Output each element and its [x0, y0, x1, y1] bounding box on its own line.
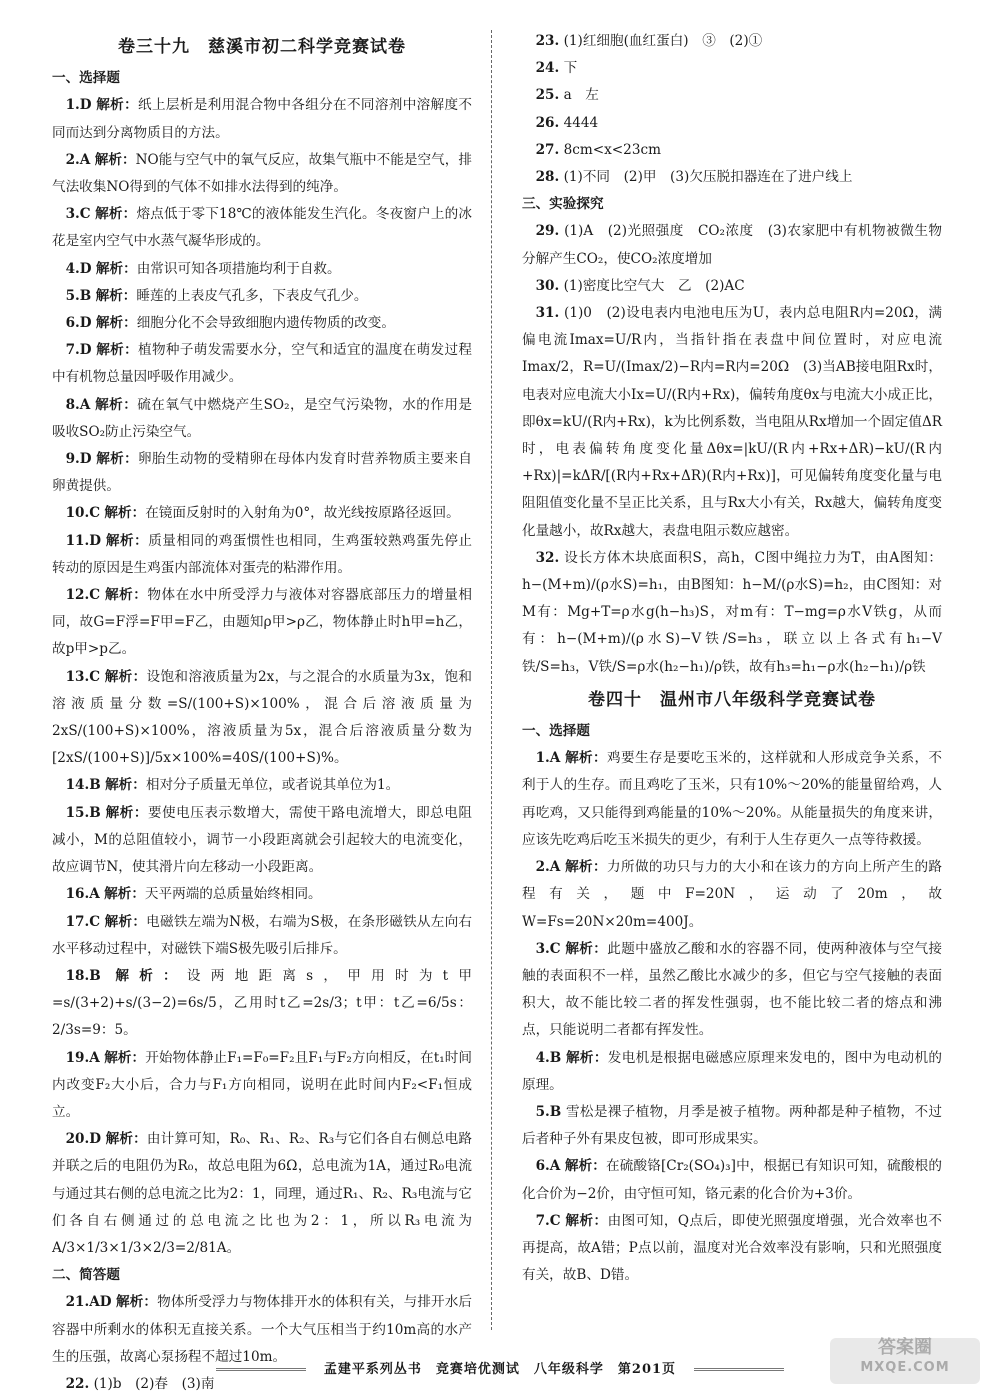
analysis-label: 解析：	[105, 1131, 147, 1148]
answer-choice: D	[89, 1131, 102, 1148]
question-number: 10.	[65, 505, 90, 522]
analysis-label: 解析：	[565, 750, 607, 767]
analysis-label: 解析：	[104, 886, 145, 903]
answer-text: 卵胎生动物的受精卵在母体内发育时营养物质主要来自卵黄提供。	[52, 451, 473, 495]
right-column	[522, 28, 942, 1289]
answer-text: (1)密度比空气大 乙 (2)AC	[563, 277, 745, 294]
answer-choice: C	[89, 913, 101, 930]
answer-text: 由图可知，Q点后，即使光照强度增强，光合效率也不再提高，故A错；P点以前，温度对光合效率没有影响，只和光照强度有关，故B、D错。	[522, 1212, 943, 1284]
answer-text: 开始物体静止F₁=F₀=F₂且F₁与F₂方向相反，在t₁时间内改变F₂大小后，合力与F₁方向相同，说明在此时间内F₂<F₁恒成立。	[52, 1049, 472, 1120]
analysis-label: 解析：	[105, 532, 149, 549]
answer-item	[52, 500, 472, 527]
exam-title: 卷三十九 慈溪市初二科学竞赛试卷	[118, 37, 406, 57]
section-heading: 一、选择题	[522, 723, 590, 740]
answer-text: 此题中盛放乙酸和水的容器不同，使两种液体与空气接触的表面积不一样，虽然乙酸比水减少的多，但它与空气接触的表面积大，故不能比较二者的挥发性强弱，也不能比较二者的熔点和沸点，只能说明二者都有挥发性。	[522, 940, 943, 1039]
answer-text: 植物种子萌发需要水分，空气和适宜的温度在萌发过程中有机物总量因呼吸作用减少。	[52, 342, 473, 386]
question-number: 18.	[65, 967, 90, 984]
question-number: 5.	[535, 1103, 550, 1120]
analysis-label: 解析：	[95, 260, 137, 277]
answer-text: a 左	[563, 87, 599, 104]
answer-text: 纸上层析是利用混合物中各组分在不同溶剂中溶解度不同而达到分离物质目的方法。	[52, 97, 473, 141]
answer-text: 天平两端的总质量始终相同。	[144, 886, 322, 903]
answer-text: 设长方体木块底面积S，高h，C图中绳拉力为T，由A图知：h−(M+m)/(ρ水S)=h₁，由B图知：h−M/(ρ水S)=h₂，由C图知：对M有：Mg+T=ρ水g(h−h₃)S，对m有：T−mg=ρ水V铁g，从而有：h−(M+m)/(ρ水S)−V铁/S=h₃，联立以上各式有h₁−V铁/S=h₃，V铁/S=ρ水(h₂−h₁)/ρ铁，故有h₃=h₁−ρ水(h₂−h₁)/ρ铁	[522, 549, 942, 675]
question-number: 7.	[535, 1212, 550, 1229]
answer-text: 雪松是裸子植物，月季是被子植物。两种都是种子植物，不过后者种子外有果皮包被，即可形成果实。	[522, 1103, 942, 1148]
question-number: 22.	[65, 1375, 90, 1392]
answer-text: 相对分子质量无单位，或者说其单位为1。	[145, 777, 400, 794]
answer-item	[522, 854, 942, 936]
question-number: 17.	[65, 913, 90, 930]
answer-item	[52, 528, 472, 582]
answer-choice: A	[79, 151, 91, 168]
analysis-label: 解析：	[96, 97, 139, 114]
answer-item	[522, 28, 942, 55]
analysis-label: 解析：	[104, 505, 146, 522]
question-number: 27.	[535, 141, 560, 158]
question-number: 9.	[65, 451, 80, 468]
answer-choice: D	[79, 315, 92, 332]
analysis-label: 解析：	[565, 1212, 608, 1229]
answer-choice: A	[549, 750, 561, 767]
answer-choice: D	[79, 342, 92, 359]
answer-text: 电磁铁左端为N极，右端为S极，在条形磁铁从左向右水平移动过程中，对磁铁下端S极先吸引后排斥。	[52, 913, 473, 957]
question-number: 30.	[535, 277, 560, 294]
answer-item	[52, 963, 472, 1045]
footer-ornament-left	[216, 1368, 306, 1372]
answer-item	[52, 1045, 472, 1127]
question-number: 13.	[65, 668, 90, 685]
answer-item	[52, 392, 472, 446]
answer-item	[522, 1153, 942, 1207]
answer-choice: C	[89, 668, 101, 685]
question-number: 6.	[535, 1158, 550, 1175]
answer-text: 细胞分化不会导致细胞内遗传物质的改变。	[136, 315, 395, 332]
answer-item	[52, 337, 472, 391]
question-number: 23.	[535, 33, 560, 49]
answer-item	[522, 545, 942, 681]
section-heading: 一、选择题	[52, 70, 120, 87]
question-number: 11.	[65, 532, 90, 549]
answer-choice: D	[79, 97, 92, 114]
analysis-label: 解析：	[115, 967, 187, 984]
answer-text: 设饱和溶液质量为2x，与之混合的水质量为3x，饱和溶液质量分数=S/(100+S)×100%，混合后溶液质量为2xS/(100+S)×100%，溶液质量为5x，混合后溶液质量分数为[2xS/(100+S)]/5x×100%=40S/(100+S)%。	[52, 668, 472, 767]
answer-item	[52, 772, 472, 799]
answer-text: 发电机是根据电磁感应原理来发电的，图中为电动机的原理。	[522, 1049, 943, 1093]
left-column	[52, 28, 472, 1398]
analysis-label: 解析：	[96, 342, 139, 359]
answer-item	[522, 137, 942, 164]
answer-text: (1)b (2)春 (3)南	[93, 1375, 215, 1392]
answer-text: 硫在氧气中燃烧产生SO₂，是空气污染物，水的作用是吸收SO₂防止污染空气。	[52, 396, 473, 440]
question-number: 8.	[65, 396, 80, 413]
answer-item	[522, 1045, 942, 1099]
answer-text: 8cm<x<23cm	[563, 141, 661, 158]
question-number: 1.	[535, 750, 550, 767]
answer-text: 熔点低于零下18℃的液体能发生汽化。冬夜窗户上的冰花是室内空气中水蒸气凝华形成的。	[52, 206, 472, 250]
analysis-label: 解析：	[94, 151, 136, 168]
analysis-label: 解析：	[96, 451, 139, 468]
answer-choice: A	[89, 1049, 100, 1066]
watermark-title: 答案圈	[878, 1337, 932, 1358]
answer-choice: C	[549, 940, 561, 957]
answer-item	[52, 1126, 472, 1262]
answer-choice: D	[79, 260, 92, 277]
question-number: 12.	[65, 587, 90, 604]
answer-text: 鸡要生存是要吃玉米的，这样就和人形成竞争关系，不利于人的生存。而且鸡吃了玉米，只有10%～20%的能量留给鸡，人再吃鸡，又只能得到鸡能量的10%～20%。从能量损失的角度来讲，应该先吃鸡后吃玉米损失的更少，有利于人生存更久一点等待救援。	[522, 750, 943, 848]
analysis-label: 解析：	[95, 315, 137, 332]
answer-text: 4444	[563, 114, 599, 131]
analysis-label: 解析：	[95, 206, 137, 223]
answer-text: NO能与空气中的氧气反应，故集气瓶中不能是空气，排气法收集NO得到的气体不如排水法得到的纯净。	[52, 151, 472, 196]
question-number: 20.	[65, 1131, 90, 1148]
answer-choice: A	[549, 1158, 561, 1175]
answer-choice: AD	[89, 1294, 112, 1311]
answer-text: 在硫酸铬[Cr₂(SO₄)₃]中，根据已有知识可知，硫酸根的化合价为−2价，由守恒可知，铬元素的化合价为+3价。	[522, 1158, 942, 1202]
analysis-label: 解析：	[104, 587, 148, 604]
analysis-label: 解析：	[104, 913, 147, 930]
answer-choice: D	[89, 532, 102, 549]
analysis-label: 解析：	[104, 1049, 146, 1066]
question-number: 31.	[535, 305, 560, 322]
answer-text: (1)不同 (2)甲 (3)欠压脱扣器连在了进户线上	[563, 169, 853, 186]
question-number: 1.	[65, 97, 80, 114]
answer-choice: B	[89, 777, 101, 794]
answer-text: 睡莲的上表皮气孔多，下表皮气孔少。	[136, 287, 368, 304]
answer-choice: D	[79, 451, 92, 468]
watermark-logo	[830, 1338, 980, 1384]
analysis-label: 解析：	[564, 1158, 607, 1175]
question-number: 4.	[65, 260, 80, 277]
answer-item	[522, 55, 942, 82]
footer-ornament-right	[694, 1368, 784, 1372]
question-number: 25.	[535, 87, 560, 104]
answer-item	[522, 300, 942, 545]
question-number: 6.	[65, 315, 80, 332]
answer-item	[522, 1099, 942, 1153]
answer-text: (1)0 (2)设电表内电池电压为U，表内总电阻R内=20Ω，满偏电流Imax=U/R内，当指针指在表盘中间位置时，对应电流Imax/2，R=U/(Imax/2)−R内=R内=20Ω (3)当AB接电阻Rx时，电表对应电流大小Ix=U/(R内+Rx)，偏转角度θx与电流大小成正比，即θx=kU/(R内+Rx)，k为比例系数，当电阻从Rx增加一个固定值ΔR时，电表偏转角度变化量Δθx=|kU/(R内+Rx+ΔR)−kU/(R内+Rx)|=kΔR/[(R内+Rx+ΔR)(R内+Rx)]，可见偏转角度变化量与电阻阻值变化量不呈正比关系，且与Rx大小有关，Rx越大，偏转角度变化量越小，故Rx越大，表盘电阻示数应越密。	[522, 305, 942, 539]
analysis-label: 解析：	[116, 1294, 158, 1311]
analysis-label: 解析：	[104, 668, 147, 685]
question-number: 26.	[535, 114, 560, 131]
analysis-label: 解析：	[565, 1049, 608, 1066]
exam-title: 卷四十 温州市八年级科学竞赛试卷	[588, 689, 876, 710]
analysis-label: 解析：	[105, 804, 148, 821]
answer-choice: B	[79, 287, 92, 304]
answer-item	[52, 92, 472, 146]
answer-item	[52, 201, 472, 255]
question-number: 28.	[535, 169, 560, 186]
answer-choice: A	[79, 396, 91, 413]
question-number: 29.	[535, 223, 560, 240]
question-number: 15.	[65, 804, 90, 821]
analysis-label: 解析：	[95, 287, 137, 304]
answer-text: 质量相同的鸡蛋惯性也相同，生鸡蛋较熟鸡蛋先停止转动的原因是生鸡蛋内部流体对蛋壳的粘滞作用。	[52, 532, 473, 576]
question-number: 4.	[535, 1049, 550, 1066]
question-number: 19.	[65, 1049, 90, 1066]
answer-text: 由计算可知，R₀、R₁、R₂、R₃与它们各自右侧总电路并联之后的电阻仍为R₀，故总电阻为6Ω，总电流为1A，通过R₀电流与通过其右侧的总电流之比为2：1，同理，通过R₁、R₂、R₃电流与它们各自右侧通过的总电流之比也为2：1，所以R₃电流为A/3×1/3×1/3×2/3=2/81A。	[52, 1131, 472, 1256]
answer-item	[52, 800, 472, 882]
question-number: 14.	[65, 777, 90, 794]
question-number: 3.	[65, 206, 80, 223]
answer-item	[52, 664, 472, 773]
answer-text: 要使电压表示数增大，需使干路电流增大，即总电阻减小，M的总阻值较小，调节一小段距离就会引起较大的电流变化，故应调节N，使其滑片向左移动一小段距离。	[52, 804, 473, 876]
question-number: 32.	[535, 549, 560, 566]
answer-choice: C	[549, 1212, 561, 1229]
answer-choice: A	[89, 886, 100, 903]
answer-item	[52, 582, 472, 664]
section-heading: 二、简答题	[52, 1267, 120, 1284]
question-number: 24.	[535, 60, 560, 77]
analysis-label: 解析：	[105, 777, 146, 794]
answer-text: 设两地距离s，甲用时为t甲=s/(3+2)+s/(3−2)=6s/5，乙用时t乙=2s/3；t甲：t乙=6/5s：2/3s=9：5。	[52, 967, 472, 1039]
answer-item	[522, 936, 942, 1045]
answer-choice: B	[89, 804, 101, 821]
answer-text: 由常识可知各项措施均利于自救。	[136, 260, 341, 277]
answer-text: 力所做的功只与力的大小和在该力的方向上所产生的路程有关，题中F=20N，运动了20m，故W=Fs=20N×20m=400J。	[522, 859, 943, 930]
analysis-label: 解析：	[565, 940, 608, 957]
answer-item	[52, 256, 472, 283]
question-number: 5.	[65, 287, 80, 304]
answer-choice: A	[549, 859, 561, 876]
question-number: 2.	[535, 859, 550, 876]
analysis-label: 解析：	[565, 859, 607, 876]
question-number: 7.	[65, 342, 80, 359]
answer-item	[52, 283, 472, 310]
answer-item	[52, 909, 472, 963]
answer-item	[522, 218, 942, 272]
answer-text: 在镜面反射时的入射角为0°，故光线按原路径返回。	[145, 505, 460, 522]
answer-item	[522, 273, 942, 300]
answer-choice: B	[89, 967, 101, 984]
answer-item	[522, 745, 942, 854]
answer-item	[522, 82, 942, 109]
answer-choice: B	[549, 1049, 562, 1066]
answer-item	[522, 110, 942, 137]
answer-text: (1)A (2)光照强度 CO₂浓度 (3)农家肥中有机物被微生物分解产生CO₂，使CO₂浓度增加	[522, 223, 943, 267]
answer-item	[522, 1208, 942, 1290]
watermark-url: MXQE.COM	[860, 1360, 950, 1375]
answer-item	[522, 164, 942, 191]
question-number: 3.	[535, 940, 550, 957]
answer-choice: C	[79, 206, 91, 223]
answer-text: 下	[563, 60, 578, 77]
section-heading: 三、实验探究	[522, 196, 604, 213]
answer-text: 物体在水中所受浮力与液体对容器底部压力的增量相同，故G=F浮=F甲=F乙，由题知ρ甲>ρ乙，物体静止时h甲=h乙，故p甲>p乙。	[52, 587, 473, 658]
question-number: 16.	[65, 886, 90, 903]
answer-item	[52, 881, 472, 908]
question-number: 2.	[65, 151, 80, 168]
answer-text: 物体所受浮力与物体排开水的体积有关，与排开水后容器中所剩水的体积无直接关系。一个大气压相当于约10m高的水产生的压强，故离心泵扬程不超过10m。	[52, 1294, 473, 1365]
column-divider	[491, 30, 492, 1330]
answer-item	[52, 147, 472, 201]
answer-choice: C	[89, 505, 101, 522]
answer-item	[52, 310, 472, 337]
answer-item	[52, 446, 472, 500]
answer-choice: C	[89, 587, 101, 604]
analysis-label: 解析：	[95, 396, 138, 413]
answer-choice: B	[549, 1103, 562, 1120]
footer-text: 孟建平系列丛书 竞赛培优测试 八年级科学 第201页	[323, 1362, 677, 1377]
answer-text: (1)红细胞(血红蛋白) ③ (2)①	[563, 33, 763, 49]
question-number: 21.	[65, 1294, 90, 1311]
